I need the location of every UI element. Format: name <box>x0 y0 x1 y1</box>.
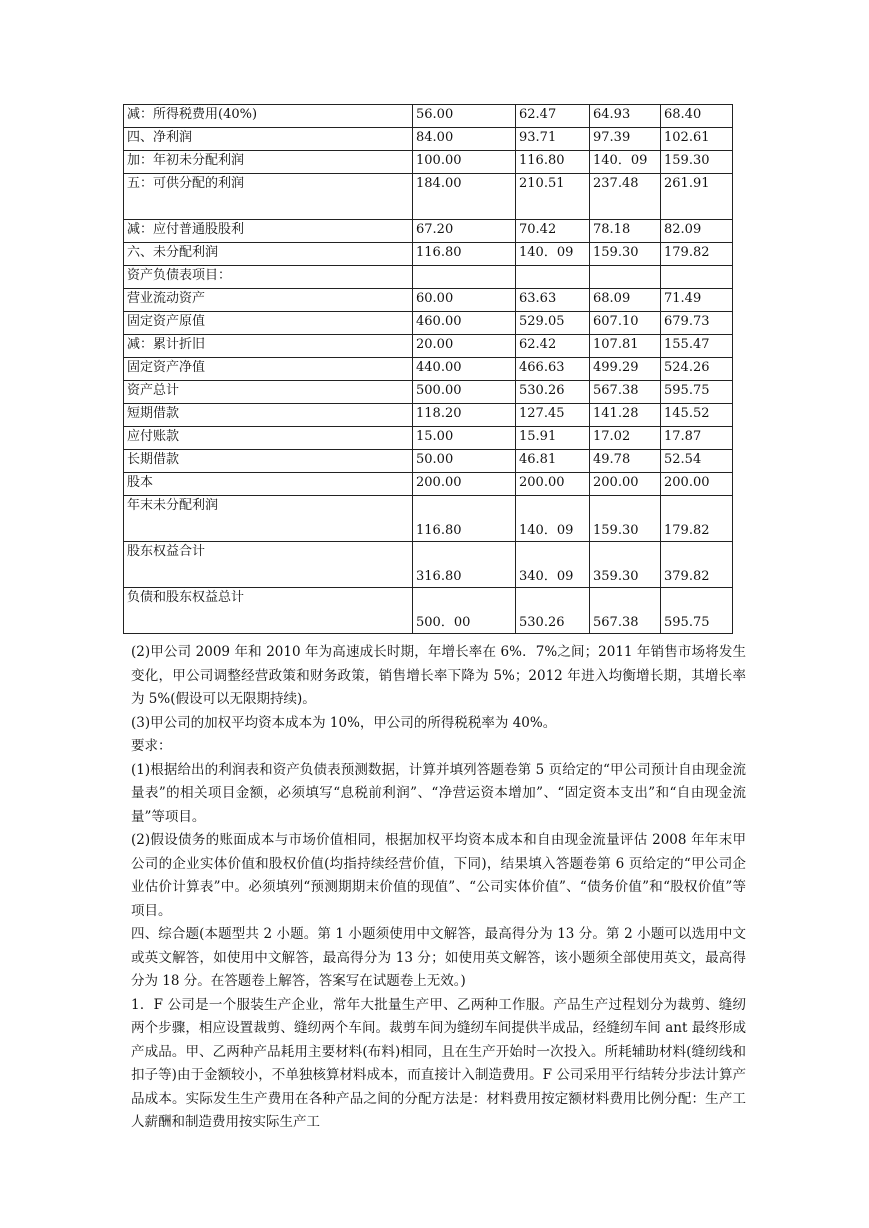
value-cell: 200.00 <box>661 473 733 496</box>
value-cell: 316.80 <box>413 542 516 588</box>
value-cell <box>413 266 516 289</box>
table-row <box>124 105 733 128</box>
value-cell: 466.63 <box>516 358 590 381</box>
value-cell: 200.00 <box>516 473 590 496</box>
row-label: 营业流动资产 <box>124 289 413 312</box>
value-cell: 118.20 <box>413 404 516 427</box>
value-cell: 440.00 <box>413 358 516 381</box>
value-cell: 500．00 <box>413 588 516 634</box>
value-cell: 595.75 <box>661 588 733 634</box>
table-row <box>124 404 733 427</box>
value-cell: 20.00 <box>413 335 516 358</box>
row-label: 短期借款 <box>124 404 413 427</box>
value-cell: 141.28 <box>590 404 661 427</box>
table-row <box>124 289 733 312</box>
value-cell: 46.81 <box>516 450 590 473</box>
value-cell <box>661 266 733 289</box>
value-cell: 102.61 <box>661 128 733 151</box>
paragraph: 1．F 公司是一个服装生产企业，常年大批量生产甲、乙两种工作服。产品生产过程划分为裁剪、缝纫两个步骤，相应设置裁剪、缝纫两个车间。裁剪车间为缝纫车间提供半成品，经缝纫车间 ant 最终形成产成品。甲、乙两种产品耗用主要材料(布料)相同，且在生产开始时一次投入。所耗辅助材料(缝纫线和扣子等)由于金额较小，不单独核算材料成本，而直接计入制造费用。F 公司采用平行结转分步法计算产品成本。实际发生生产费用在各种产品之间的分配方法是：材料费用按定额材料费用比例分配：生产工人薪酬和制造费用按实际生产工 <box>131 996 746 1130</box>
table-row <box>124 542 733 588</box>
paragraph: (1)根据给出的利润表和资产负债表预测数据，计算并填列答题卷第 5 页给定的“甲公司预计自由现金流量表”的相关项目金额，必须填写“息税前利润”、“净营运资本增加”、“固定资本支出”和“自由现金流量”等项目。 <box>131 761 746 825</box>
value-cell: 159.30 <box>590 243 661 266</box>
value-cell: 340．09 <box>516 542 590 588</box>
value-cell: 17.87 <box>661 427 733 450</box>
value-cell: 200.00 <box>413 473 516 496</box>
value-cell: 82.09 <box>661 220 733 243</box>
value-cell: 67.20 <box>413 220 516 243</box>
row-label: 股本 <box>124 473 413 496</box>
value-cell: 155.47 <box>661 335 733 358</box>
table-row <box>124 496 733 542</box>
table-row <box>124 381 733 404</box>
value-cell: 60.00 <box>413 289 516 312</box>
table-row <box>124 358 733 381</box>
paragraph: (2)假设债务的账面成本与市场价值相同，根据加权平均资本成本和自由现金流量评估 2008 年年末甲公司的企业实体价值和股权价值(均指持续经营价值，下同)，结果填入答题卷第 6 页给定的“甲公司企业估价计算表”中。必须填列“预测期期末价值的现值”、“公司实体价值”、“债务价值”和“股权价值”等项目。 <box>131 832 746 919</box>
row-label: 股东权益合计 <box>124 542 413 588</box>
value-cell: 499.29 <box>590 358 661 381</box>
row-label: 资产负债表项目： <box>124 266 413 289</box>
row-label: 六、未分配利润 <box>124 243 413 266</box>
value-cell: 116.80 <box>413 243 516 266</box>
value-cell: 237.48 <box>590 174 661 220</box>
row-label: 减：所得税费用(40%) <box>124 105 413 128</box>
value-cell: 460.00 <box>413 312 516 335</box>
value-cell: 100.00 <box>413 151 516 174</box>
value-cell: 530.26 <box>516 588 590 634</box>
row-label: 固定资产原值 <box>124 312 413 335</box>
value-cell: 567.38 <box>590 381 661 404</box>
row-label: 应付账款 <box>124 427 413 450</box>
value-cell: 261.91 <box>661 174 733 220</box>
value-cell: 530.26 <box>516 381 590 404</box>
value-cell: 210.51 <box>516 174 590 220</box>
row-label: 负债和股东权益总计 <box>124 588 413 634</box>
table-row <box>124 243 733 266</box>
value-cell: 529.05 <box>516 312 590 335</box>
value-cell: 500.00 <box>413 381 516 404</box>
value-cell: 50.00 <box>413 450 516 473</box>
table-row <box>124 450 733 473</box>
value-cell: 107.81 <box>590 335 661 358</box>
row-label: 资产总计 <box>124 381 413 404</box>
value-cell: 97.39 <box>590 128 661 151</box>
value-cell: 56.00 <box>413 105 516 128</box>
value-cell: 127.45 <box>516 404 590 427</box>
paragraph: (2)甲公司 2009 年和 2010 年为高速成长时期，年增长率在 6%．7%之间；2011 年销售市场将发生变化，甲公司调整经营政策和财务政策，销售增长率下降为 5%；2012 年进入均衡增长期，其增长率为 5%(假设可以无限期持续)。 <box>131 644 746 707</box>
row-label: 长期借款 <box>124 450 413 473</box>
table-row <box>124 312 733 335</box>
value-cell: 62.42 <box>516 335 590 358</box>
body-text <box>131 641 746 1135</box>
row-label: 五：可供分配的利润 <box>124 174 413 220</box>
value-cell: 15.91 <box>516 427 590 450</box>
value-cell: 64.93 <box>590 105 661 128</box>
forecast-table <box>123 104 733 634</box>
value-cell: 179.82 <box>661 243 733 266</box>
value-cell <box>590 266 661 289</box>
value-cell: 179.82 <box>661 496 733 542</box>
paragraph: 四、综合题(本题型共 2 小题。第 1 小题须使用中文解答，最高得分为 13 分。第 2 小题可以选用中文或英文解答，如使用中文解答，最高得分为 13 分；如使用英文解答，该小题须全部使用英文，最高得分为 18 分。在答题卷上解答，答案写在试题卷上无效。) <box>131 926 746 989</box>
table-row <box>124 174 733 220</box>
value-cell: 17.02 <box>590 427 661 450</box>
value-cell <box>516 266 590 289</box>
table-row <box>124 266 733 289</box>
value-cell: 140．09 <box>590 151 661 174</box>
value-cell: 379.82 <box>661 542 733 588</box>
value-cell: 140．09 <box>516 496 590 542</box>
row-label: 年末未分配利润 <box>124 496 413 542</box>
table-row <box>124 473 733 496</box>
value-cell: 49.78 <box>590 450 661 473</box>
paragraph: 要求： <box>131 738 172 754</box>
value-cell: 116.80 <box>413 496 516 542</box>
value-cell: 607.10 <box>590 312 661 335</box>
value-cell: 359.30 <box>590 542 661 588</box>
table-row <box>124 427 733 450</box>
value-cell: 62.47 <box>516 105 590 128</box>
value-cell: 52.54 <box>661 450 733 473</box>
value-cell: 93.71 <box>516 128 590 151</box>
value-cell: 68.09 <box>590 289 661 312</box>
value-cell: 140．09 <box>516 243 590 266</box>
value-cell: 15.00 <box>413 427 516 450</box>
row-label: 减：累计折旧 <box>124 335 413 358</box>
table-row <box>124 335 733 358</box>
value-cell: 679.73 <box>661 312 733 335</box>
value-cell: 68.40 <box>661 105 733 128</box>
table-row <box>124 151 733 174</box>
value-cell: 145.52 <box>661 404 733 427</box>
row-label: 固定资产净值 <box>124 358 413 381</box>
value-cell: 84.00 <box>413 128 516 151</box>
value-cell: 200.00 <box>590 473 661 496</box>
value-cell: 595.75 <box>661 381 733 404</box>
value-cell: 116.80 <box>516 151 590 174</box>
value-cell: 71.49 <box>661 289 733 312</box>
row-label: 减：应付普通股股利 <box>124 220 413 243</box>
paragraph: (3)甲公司的加权平均资本成本为 10%，甲公司的所得税税率为 40%。 <box>131 714 557 731</box>
table-row <box>124 588 733 634</box>
table-row <box>124 220 733 243</box>
value-cell: 63.63 <box>516 289 590 312</box>
value-cell: 567.38 <box>590 588 661 634</box>
value-cell: 70.42 <box>516 220 590 243</box>
value-cell: 159.30 <box>661 151 733 174</box>
table-row <box>124 128 733 151</box>
value-cell: 78.18 <box>590 220 661 243</box>
row-label: 加：年初未分配利润 <box>124 151 413 174</box>
value-cell: 524.26 <box>661 358 733 381</box>
row-label: 四、净利润 <box>124 128 413 151</box>
value-cell: 184.00 <box>413 174 516 220</box>
value-cell: 159.30 <box>590 496 661 542</box>
